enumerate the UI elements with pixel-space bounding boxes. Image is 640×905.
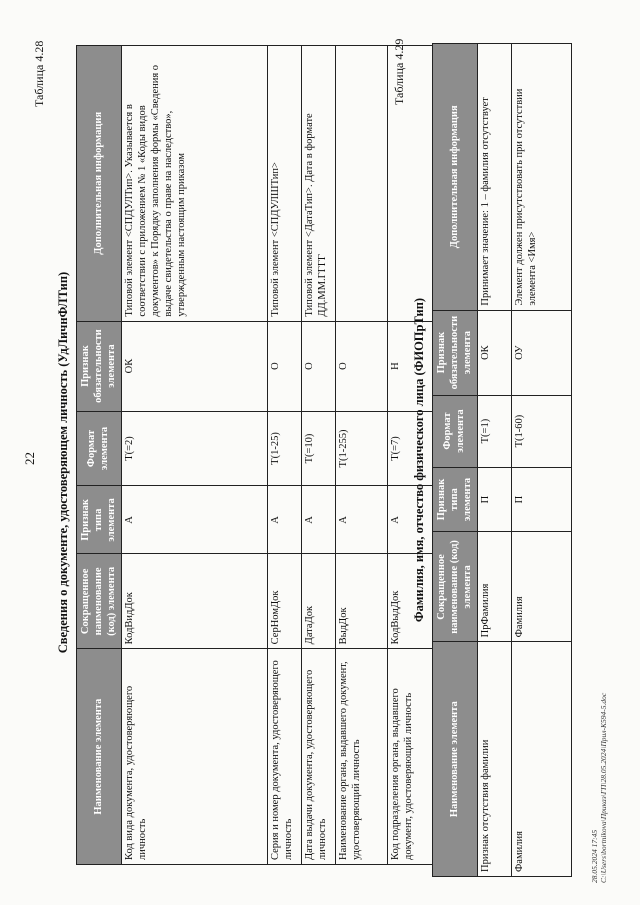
cell-code: ДатаДок <box>302 554 336 649</box>
cell-required: ОК <box>478 310 512 395</box>
t2-header-format: Формат элемента <box>433 395 478 467</box>
table-row <box>336 46 388 865</box>
cell-name: Код вида документа, удостоверяющего личность <box>122 649 268 865</box>
file-footer <box>590 693 609 883</box>
table-row <box>478 44 512 877</box>
cell-type: П <box>478 467 512 532</box>
cell-type: А <box>122 486 268 554</box>
table-row <box>268 46 302 865</box>
cell-required: ОУ <box>512 310 572 395</box>
cell-info: Типовой элемент <СПДУЛТип>. Указывается в соответствии с приложением № 1 «Коды видов документов» к Порядку заполнения формы «Сведения о выдаче свидетельства о праве на наследство», утвержденным настоящим приказом <box>122 46 268 322</box>
cell-format: Т(1-25) <box>268 411 302 486</box>
cell-format: Т(1-60) <box>512 395 572 467</box>
cell-name: Серия и номер документа, удостоверяющего личность <box>268 649 302 865</box>
cell-format: Т(1-255) <box>336 411 388 486</box>
cell-info <box>336 46 388 322</box>
t2-header-info: Дополнительная информация <box>433 44 478 311</box>
table1-title: Сведения о документе, удостоверяющем личность (УдЛичнФЛТип) <box>56 271 70 654</box>
cell-name: Дата выдачи документа, удостоверяющего личность <box>302 649 336 865</box>
cell-required: О <box>268 321 302 411</box>
table2-title: Фамилия, имя, отчество физического лица (ФИОПрТип) <box>412 297 426 623</box>
t1-header-format: Формат элемента <box>77 411 122 486</box>
cell-type: А <box>336 486 388 554</box>
cell-format: Т(=10) <box>302 411 336 486</box>
cell-format: Т(=2) <box>122 411 268 486</box>
cell-type: А <box>302 486 336 554</box>
footer-path: C:\Users\bortnikova\Приказ\ГП\28.05.2024\Прил-К594-5.doc <box>599 692 609 883</box>
table1 <box>76 45 438 865</box>
t2-header-name: Наименование элемента <box>433 642 478 877</box>
page-number: 22 <box>22 452 37 465</box>
cell-info: Принимает значение: 1 – фамилия отсутствует <box>478 44 512 311</box>
cell-format: Т(=1) <box>478 395 512 467</box>
t2-header-code: Сокращенное наименование (код) элемента <box>433 532 478 642</box>
t1-header-type: Признак типа элемента <box>77 486 122 554</box>
cell-required: О <box>302 321 336 411</box>
t1-header-name: Наименование элемента <box>77 649 122 865</box>
cell-info: Типовой элемент <ДатаТип>. Дата в формате ДД.ММ.ГГГГ <box>302 46 336 322</box>
cell-code: ВыдДок <box>336 554 388 649</box>
table2-header-row <box>433 44 478 877</box>
cell-info: Элемент должен присутствовать при отсутствии элемента <Имя> <box>512 44 572 311</box>
cell-code: ПрФамилия <box>478 532 512 642</box>
table-row <box>512 44 572 877</box>
cell-code: Фамилия <box>512 532 572 642</box>
cell-required: Н <box>388 321 438 411</box>
cell-required: О <box>336 321 388 411</box>
table2 <box>432 43 572 877</box>
cell-type: П <box>512 467 572 532</box>
cell-required: ОК <box>122 321 268 411</box>
cell-code: СерНомДок <box>268 554 302 649</box>
cell-code: КодВыдДок <box>388 554 438 649</box>
table-row <box>302 46 336 865</box>
cell-format: Т(=7) <box>388 411 438 486</box>
table1-number: Таблица 4.28 <box>32 40 46 107</box>
cell-info: Типовой элемент <СПДУЛШТип> <box>268 46 302 322</box>
cell-name: Фамилия <box>512 642 572 877</box>
cell-name: Код подразделения органа, выдавшего документ, удостоверяющий личность <box>388 649 438 865</box>
cell-name: Наименование органа, выдавшего документ, удостоверяющий личность <box>336 649 388 865</box>
cell-type: А <box>388 486 438 554</box>
t2-header-required: Признак обязательности элемента <box>433 310 478 395</box>
footer-date: 28.05.2024 17:45 <box>590 829 599 883</box>
table2-number: Таблица 4.29 <box>392 38 406 105</box>
table1-header-row <box>77 46 122 865</box>
cell-type: А <box>268 486 302 554</box>
t2-header-type: Признак типа элемента <box>433 467 478 532</box>
t1-header-code: Сокращенное наименование (код) элемента <box>77 554 122 649</box>
cell-name: Признак отсутствия фамилии <box>478 642 512 877</box>
t1-header-info: Дополнительная информация <box>77 46 122 322</box>
t1-header-required: Признак обязательности элемента <box>77 321 122 411</box>
table-row <box>122 46 268 865</box>
cell-code: КодВидДок <box>122 554 268 649</box>
